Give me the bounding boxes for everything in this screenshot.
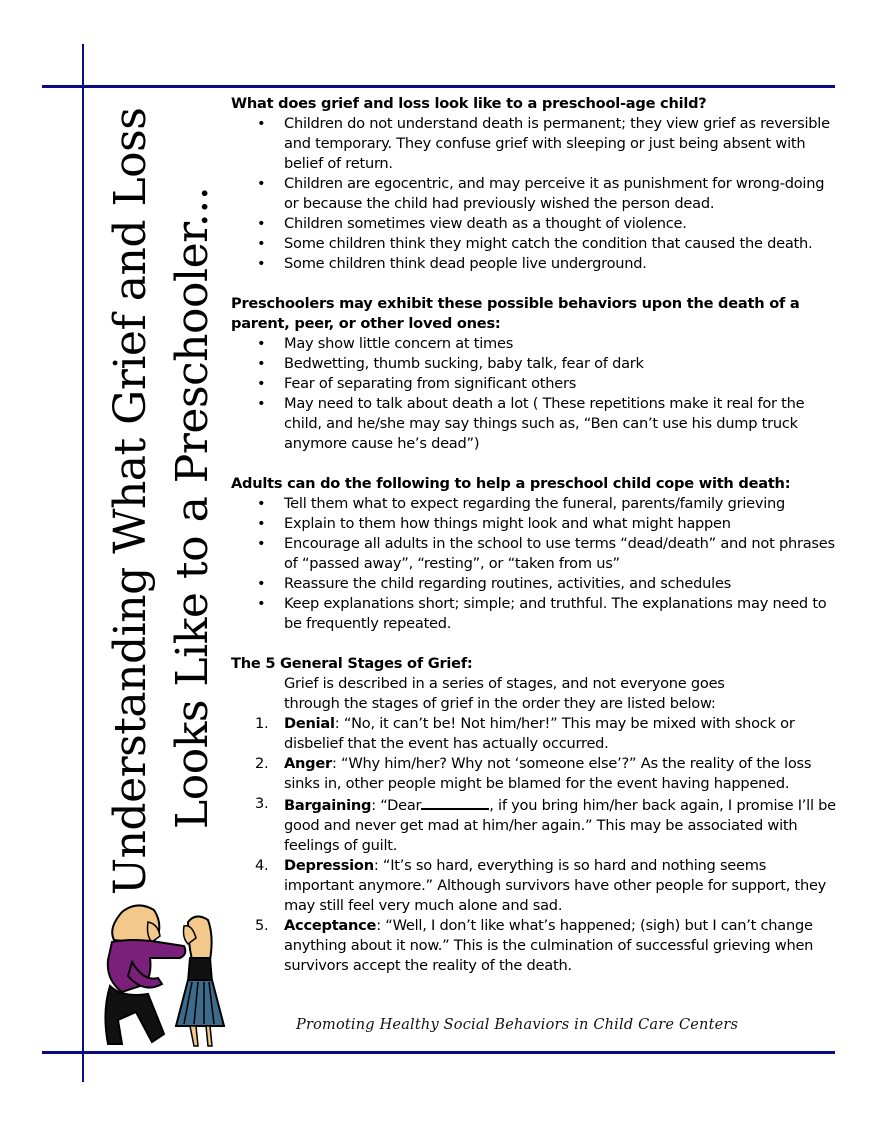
- bullet-list: [231, 334, 836, 454]
- stages-list: [231, 714, 836, 976]
- bullet-icon: •: [257, 335, 266, 352]
- bullet-list: [231, 494, 836, 634]
- stage-name: Anger: [284, 755, 332, 772]
- list-item: • Encourage all adults in the school to use terms “dead/death” and not phrases of “passed away”, “resting”, or “taken from us”: [257, 535, 835, 572]
- stages-intro-line-1: Grief is described in a series of stages, and not everyone goes: [284, 675, 725, 692]
- main-content: [231, 94, 836, 996]
- stage-name: Acceptance: [284, 917, 377, 934]
- bullet-icon: •: [257, 515, 266, 532]
- bullet-list: [231, 114, 836, 274]
- section-heading: Adults can do the following to help a preschool child cope with death:: [231, 475, 791, 492]
- stage-item-anger: 2. Anger: “Why him/her? Why not ‘someone else’?” As the reality of the loss sinks in, other people might be blamed for the event having happened.: [255, 755, 812, 792]
- list-item: • Keep explanations short; simple; and truthful. The explanations may need to be frequently repeated.: [257, 595, 827, 632]
- section-heading: What does grief and loss look like to a preschool-age child?: [231, 95, 707, 112]
- list-item: • Children are egocentric, and may perceive it as punishment for wrong-doing or because the child had previously wished the person dead.: [257, 175, 825, 212]
- section-heading: The 5 General Stages of Grief:: [231, 655, 473, 672]
- bullet-icon: •: [257, 235, 266, 252]
- bullet-icon: •: [257, 115, 266, 132]
- stage-name: Denial: [284, 715, 335, 732]
- bullet-icon: •: [257, 355, 266, 372]
- section-stages-of-grief: [231, 654, 836, 976]
- list-item: • Fear of separating from significant others: [257, 375, 577, 392]
- list-item: • May show little concern at times: [257, 335, 514, 352]
- page-title: [100, 95, 224, 895]
- list-item: • Bedwetting, thumb sucking, baby talk, fear of dark: [257, 355, 644, 372]
- list-item: • Reassure the child regarding routines, activities, and schedules: [257, 575, 732, 592]
- section-what-grief-looks-like: [231, 94, 836, 274]
- bullet-icon: •: [257, 495, 266, 512]
- vertical-rule: [82, 44, 84, 1082]
- stage-item-acceptance: 5. Acceptance: “Well, I don’t like what’s happened; (sigh) but I can’t change anything about it now.” This is the culmination of successful grieving when survivors accept the reality of the death.: [255, 917, 814, 974]
- page-title-line-2: Looks Like to a Preschooler...: [167, 186, 218, 829]
- section-adult-help: [231, 474, 836, 634]
- fill-in-blank: [421, 794, 489, 810]
- bullet-icon: •: [257, 575, 266, 592]
- list-item: • Explain to them how things might look and what might happen: [257, 515, 731, 532]
- section-possible-behaviors: [231, 294, 836, 454]
- list-item: • May need to talk about death a lot ( These repetitions make it real for the child, and he/she may say things such as, “Ben can’t use his dump truck anymore cause he’s dead”): [257, 395, 805, 452]
- adult-comforting-child-illustration: [92, 902, 232, 1050]
- bullet-icon: •: [257, 175, 266, 192]
- list-item: • Children do not understand death is permanent; they view grief as reversible and temporary. They confuse grief with sleeping or just being absent with belief of return.: [257, 115, 830, 172]
- stage-name: Bargaining: [284, 797, 372, 814]
- stages-intro-line-2: through the stages of grief in the order they are listed below:: [284, 695, 716, 712]
- section-heading: Preschoolers may exhibit these possible behaviors upon the death of a parent, peer, or other loved ones:: [231, 295, 800, 332]
- bullet-icon: •: [257, 535, 266, 552]
- bullet-icon: •: [257, 375, 266, 392]
- stage-item-bargaining: 3. Bargaining: “Dear , if you bring him/her back again, I promise I’ll be good and never get mad at him/her again.” This may be associated with feelings of guilt.: [255, 795, 836, 854]
- bullet-icon: •: [257, 395, 266, 412]
- stage-name: Depression: [284, 857, 374, 874]
- bullet-icon: •: [257, 255, 266, 272]
- footer-tagline: Promoting Healthy Social Behaviors in Child Care Centers: [296, 1017, 739, 1033]
- stage-item-denial: 1. Denial: “No, it can’t be! Not him/her!” This may be mixed with shock or disbelief that the event has actually occurred.: [255, 715, 795, 752]
- list-item: • Some children think they might catch the condition that caused the death.: [257, 235, 813, 252]
- bottom-rule: [42, 1051, 835, 1054]
- top-rule: [42, 85, 835, 88]
- list-item: • Tell them what to expect regarding the funeral, parents/family grieving: [257, 495, 786, 512]
- bullet-icon: •: [257, 595, 266, 612]
- list-item: • Children sometimes view death as a thought of violence.: [257, 215, 687, 232]
- list-item: • Some children think dead people live underground.: [257, 255, 647, 272]
- bullet-icon: •: [257, 215, 266, 232]
- stage-item-depression: 4. Depression: “It’s so hard, everything is so hard and nothing seems important anymore.” Although survivors have other people for support, they may still feel very much alone and sad.: [255, 857, 827, 914]
- page-title-line-1: Understanding What Grief and Loss: [105, 107, 156, 895]
